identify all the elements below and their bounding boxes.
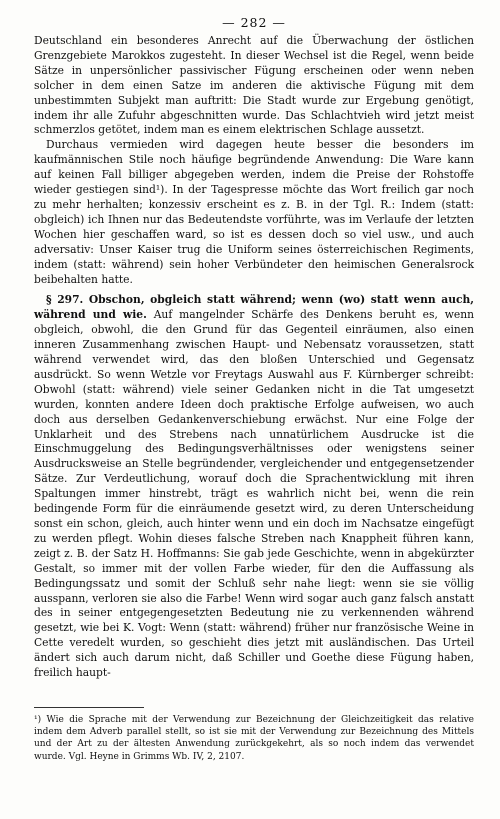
paragraph-indem-usage: Durchaus vermieden wird dagegen heute besser die besonders im kaufmännischen Stile noch häufige begründende Anwendung: Die Ware kann auf keinen Fall billiger abgegeben werden, indem die Preise der Rohstoffe wieder gestiegen sind¹). In der Tagespresse möchte das Wort freilich gar noch zu mehr herhalten; konzessiv erscheint es z. B. in der Tgl. R.: Indem (statt: obgleich) ich Ihnen nur das Bedeutendste vorführte, was im Verlaufe der letzten Wochen hier geschaffen ward, so ist es dessen doch so viel usw., und auch adversativ: Unser Kaiser trug die Uniform seines österreichischen Regiments, indem (statt: während) sein hoher Verbündeter den heimischen Generalsrock beibehalten hatte. — [34, 138, 474, 286]
section-heading: § 297. Obschon, obgleich statt während; wenn (wo) statt wenn auch, während und wie. — [34, 293, 474, 322]
page-number: — 282 — — [222, 15, 286, 30]
footnote: ¹) Wie die Sprache mit der Verwendung zur Bezeichnung der Gleichzeitigkeit das relative indem dem Adverb parallel stellt, so ist sie mit der Verwendung zur Bezeichnung des Mittels und der Art zu der ältesten Anwendung zurückgekehrt, als so noch indem das verwendet wurde. Vgl. Heyne in Grimms Wb. IV, 2, 2107. — [34, 714, 474, 762]
document-page — [34, 12, 474, 763]
section-297 — [34, 293, 474, 681]
paragraph-continuation: Deutschland ein besonderes Anrecht auf die Überwachung der östlichen Grenzgebiete Marokkos zugesteht. In dieser Wechsel ist die Regel, wenn beide Sätze in unpersönlicher passivischer Fügung erscheinen oder wenn neben solcher in dem einen Satze im anderen die aktivische Fügung mit dem unbestimmten Subjekt man auftritt: Die Stadt wurde zur Ergebung genötigt, indem ihr alle Zufuhr abgeschnitten wurde. Das Schlachtvieh wird jetzt meist schmerzlos getötet, indem man es einem elektrischen Schlage aussetzt. — [34, 34, 474, 137]
footnote-divider — [34, 707, 144, 708]
section-body: Auf mangelnder Schärfe des Denkens beruht es, wenn obgleich, obwohl, die den Grund für das Gegenteil einräumen, also einen inneren Zusammenhang zwischen Haupt- und Nebensatz voraussetzen, statt während verwendet wird, das den bloßen Unterschied und Gegensatz ausdrückt. So wenn Wetzle vor Freytags Auswahl aus F. Kürnberger schreibt: Obwohl (statt: während) viele seiner Gedanken nicht in die Tat umgesetzt wurden, konnten andere Ideen doch praktische Erfolge aufweisen, wo auch doch aus derselben Gedankenverschiebung erwächst. Nur eine Folge der Unklarheit und des Strebens nach unnatürlichem Ausdrucke ist die Einschmuggelung des Bedingungsverhältnisses oder wenigstens seiner Ausdrucksweise an Stelle begründender, vergleichender und entgegensetzender Sätze. Zur Verdeutlichung, worauf doch die Sprachentwicklung mit ihren Spaltungen immer hinstrebt, trägt es wahrlich nicht bei, wenn die rein bedingende Form für die einräumende gesetzt wird, zu deren Unterscheidung sonst ein schon, gleich, auch hinter wenn und ein doch im Nachsatze eingefügt zu werden pflegt. Wohin dieses falsche Streben nach Knappheit führen kann, zeigt z. B. der Satz H. Hoffmanns: Sie gab jede Geschichte, wenn in abgekürzter Gestalt, so immer mit der vollen Farbe wieder, für den die Auffassung als Bedingungssatz und somit der Schluß sehr nahe liegt: wenn sie sie völlig ausspann, verloren sie also die Farbe! Wenn wird sogar auch ganz falsch anstatt des in seiner entgegengesetzten Bedeutung nie zu verkennenden während gesetzt, wie bei K. Vogt: Wenn (statt: während) früher nur französische Weine in Cette veredelt wurden, so geschieht dies jetzt mit ausländischen. Das Urteil ändert sich auch darum nicht, daß Schiller und Goethe diese Fügung haben, freilich haupt- — [34, 308, 474, 680]
